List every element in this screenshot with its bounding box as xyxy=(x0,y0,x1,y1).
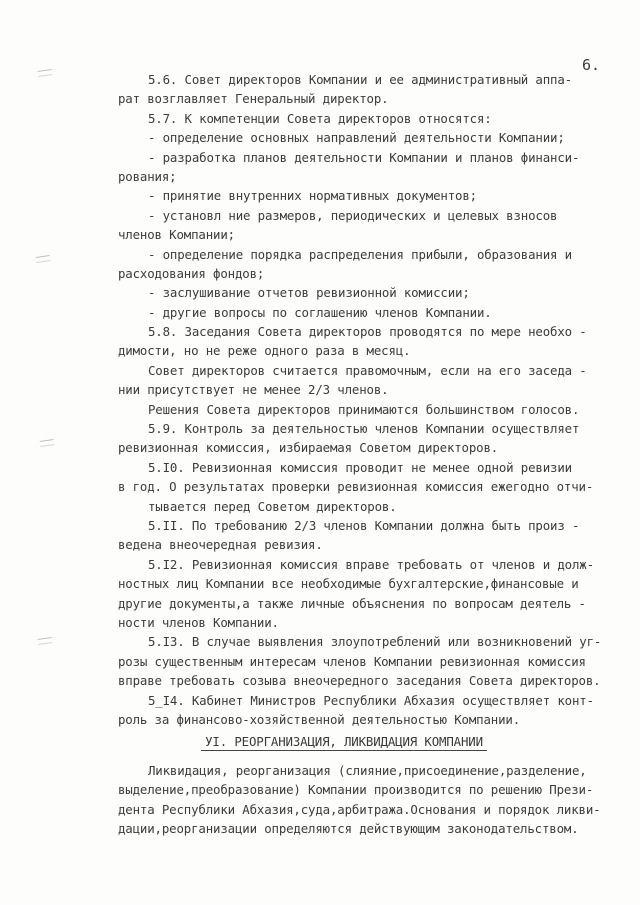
body-text xyxy=(118,70,618,729)
text-line: вправе требовать созыва внеочередного заседания Совета директоров. xyxy=(118,673,601,689)
text-line: расходования фондов; xyxy=(118,265,265,281)
text-line: членов Компании; xyxy=(118,227,235,243)
text-line: 5.9. Контроль за деятельностью членов Компании осуществляет xyxy=(148,421,580,437)
scan-artifact xyxy=(38,637,53,645)
text-line: Ликвидация, реорганизация (слияние,присоединение,разделение, xyxy=(148,763,587,778)
text-line: ности членов Компании. xyxy=(118,614,279,630)
text-line: - разработка планов деятельности Компании и планов финанси- xyxy=(148,149,580,165)
text-line: 5.II. По требованию 2/3 членов Компании должна быть произ - xyxy=(148,517,580,533)
page-number: 6. xyxy=(582,56,601,74)
section-heading-wrap xyxy=(0,733,640,751)
text-line: ностных лиц Компании все необходимые бухгалтерские,финансовые и xyxy=(118,576,579,592)
text-line: выделение,преобразование) Компании производится по решению Прези- xyxy=(118,782,594,798)
text-line: нии присутствует не менее 2/3 членов. xyxy=(118,382,389,398)
text-line: - установл ние размеров, периодических и целевых взносов xyxy=(148,207,558,223)
text-line: 5.I3. В случае выявления злоупотреблений или возникновений уг- xyxy=(148,634,602,650)
text-line: ведена внеочередная ревизия. xyxy=(118,537,323,553)
text-line: 5.I2. Ревизионная комиссия вправе требовать от членов и долж- xyxy=(148,556,594,572)
text-line: 5_I4. Кабинет Министров Республики Абхазия осуществляет конт- xyxy=(148,692,594,708)
text-line: 5.I0. Ревизионная комиссия проводит не менее одной ревизии xyxy=(148,459,572,475)
final-paragraph xyxy=(118,760,628,838)
text-line: тывается перед Советом директоров. xyxy=(148,498,397,514)
text-line: 5.8. Заседания Совета директоров проводятся по мере необхо - xyxy=(148,324,587,340)
text-line: - определение порядка распределения прибыли, образования и xyxy=(148,246,572,262)
text-line: - другие вопросы по соглашению членов Компании. xyxy=(148,304,492,320)
text-line: димости, но не реже одного раза в месяц. xyxy=(118,343,411,359)
scan-artifact xyxy=(40,439,55,447)
text-line: дента Республики Абхазия,суда,арбитража.Основания и порядок ликви- xyxy=(118,801,601,817)
text-line: дации,реорганизации определяются действующим законодательством. xyxy=(118,821,579,837)
text-line: - заслушивание отчетов ревизионной комиссии; xyxy=(148,285,470,301)
text-line: - принятие внутренних нормативных документов; xyxy=(148,188,477,204)
scan-artifact xyxy=(36,255,51,263)
text-line: ревизионная комиссия, избираемая Советом директоров. xyxy=(118,440,499,456)
section-heading: УI. РЕОРГАНИЗАЦИЯ, ЛИКВИДАЦИЯ КОМПАНИИ xyxy=(201,734,487,751)
text-line: другие документы,а также личные объяснения по вопросам деятель - xyxy=(118,595,586,611)
text-line: рования; xyxy=(118,168,177,184)
text-line: розы существенным интересам членов Компании ревизионная комиссия xyxy=(118,653,586,669)
scan-artifact xyxy=(38,69,53,77)
text-line: в год. О результатах проверки ревизионная комиссия ежегодно отчи- xyxy=(118,479,594,495)
text-line: - определение основных направлений деятельности Компании; xyxy=(148,130,565,146)
text-line: рат возглавляет Генеральный директор. xyxy=(118,91,389,107)
text-line: 5.6. Совет директоров Компании и ее административный аппа- xyxy=(148,72,572,87)
text-line: 5.7. К компетенции Совета директоров относятся: xyxy=(148,110,492,126)
text-line: роль за финансово-хозяйственной деятельностью Компании. xyxy=(118,711,521,727)
text-line: Совет директоров считается правомочным, если на его заседа - xyxy=(148,362,587,378)
text-line: Решения Совета директоров принимаются большинством голосов. xyxy=(148,401,580,417)
